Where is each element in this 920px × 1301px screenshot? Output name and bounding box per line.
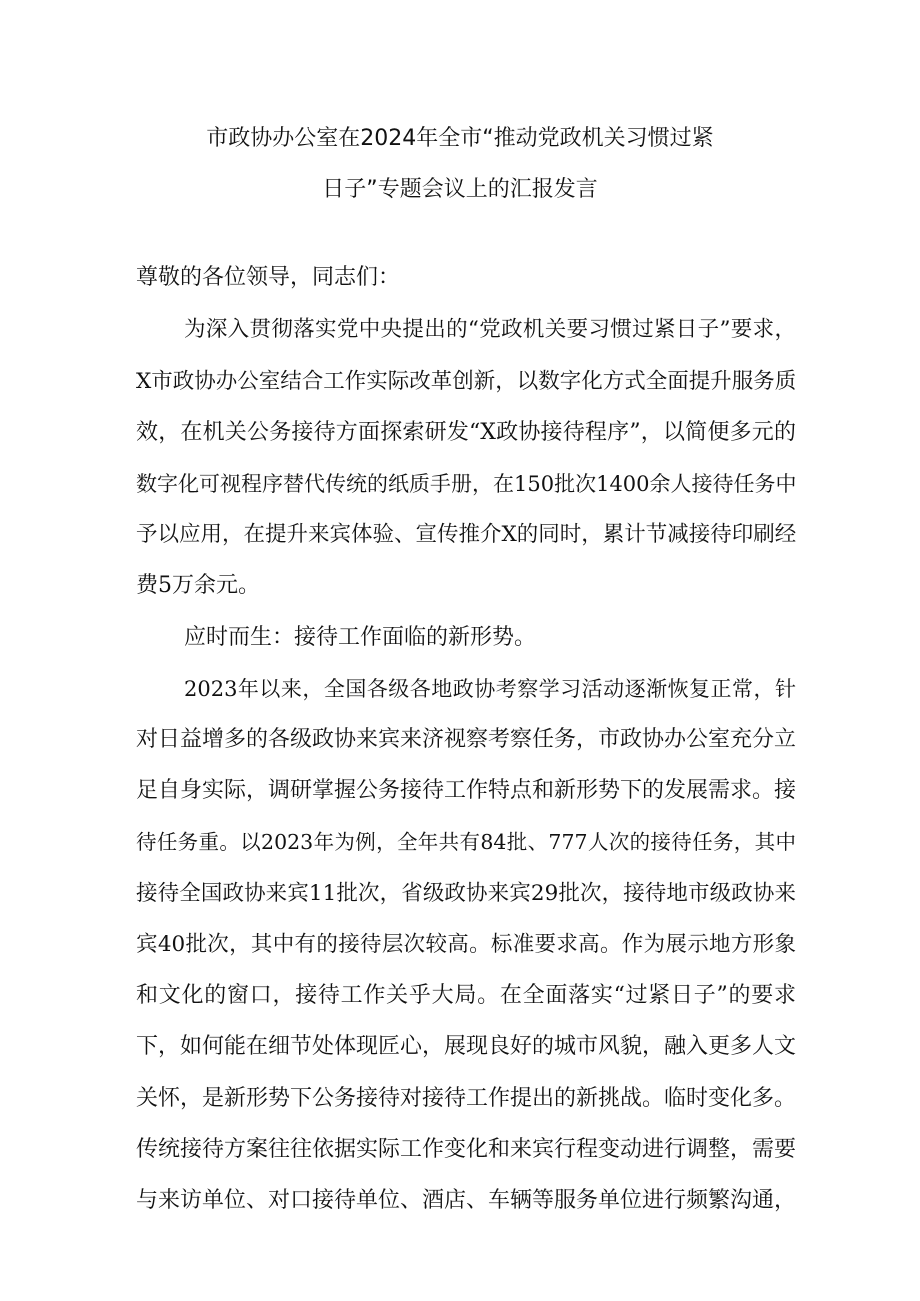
paragraph2-line: 2023年以来，全国各级各地政协考察学习活动逐渐恢复正常，针: [184, 677, 796, 701]
paragraph2-line: 关怀，是新形势下公务接待对接待工作提出的新挑战。临时变化多。: [136, 1086, 797, 1111]
paragraph2-line: 下，如何能在细节处体现匠心，展现良好的城市风貌，融入更多人文: [136, 1034, 797, 1059]
paragraph1-line: 为深入贯彻落实党中央提出的“党政机关要习惯过紧日子”要求，: [184, 317, 796, 342]
section-heading: 应时而生：接待工作面临的新形势。: [184, 625, 537, 650]
paragraph2-line: 和文化的窗口，接待工作关乎大局。在全面落实“过紧日子”的要求: [136, 983, 796, 1008]
paragraph2-line: 足自身实际，调研掌握公务接待工作特点和新形势下的发展需求。接: [136, 778, 797, 803]
paragraph1-line: X市政协办公室结合工作实际改革创新，以数字化方式全面提升服务质: [136, 369, 797, 394]
paragraph1-line: 予以应用，在提升来宾体验、宣传推介X的同时，累计节减接待印刷经: [136, 522, 797, 547]
salutation: 尊敬的各位领导，同志们：: [136, 265, 401, 290]
paragraph2-line: 待任务重。以2023年为例，全年共有84批、777人次的接待任务，其中: [136, 830, 796, 854]
paragraph1-line: 数字化可视程序替代传统的纸质手册，在150批次1400余人接待任务中: [136, 472, 797, 496]
paragraph1-line: 效，在机关公务接待方面探索研发“X政协接待程序”，以简便多元的: [136, 420, 796, 445]
document-title-line-2: 日子”专题会议上的汇报发言: [322, 177, 598, 202]
paragraph2-line: 宾40批次，其中有的接待层次较高。标准要求高。作为展示地方形象: [136, 932, 796, 957]
paragraph2-line: 对日益增多的各级政协来宾来济视察考察任务，市政协办公室充分立: [136, 727, 797, 752]
paragraph2-line: 传统接待方案往往依据实际工作变化和来宾行程变动进行调整，需要: [136, 1137, 797, 1162]
paragraph2-line: 与来访单位、对口接待单位、酒店、车辆等服务单位进行频繁沟通，: [136, 1188, 797, 1213]
document-title-line-1: 市政协办公室在2024年全市“推动党政机关习惯过紧: [206, 126, 714, 151]
paragraph1-line: 费5万余元。: [136, 573, 260, 598]
paragraph2-line: 接待全国政协来宾11批次，省级政协来宾29批次，接待地市级政协来: [136, 881, 796, 906]
